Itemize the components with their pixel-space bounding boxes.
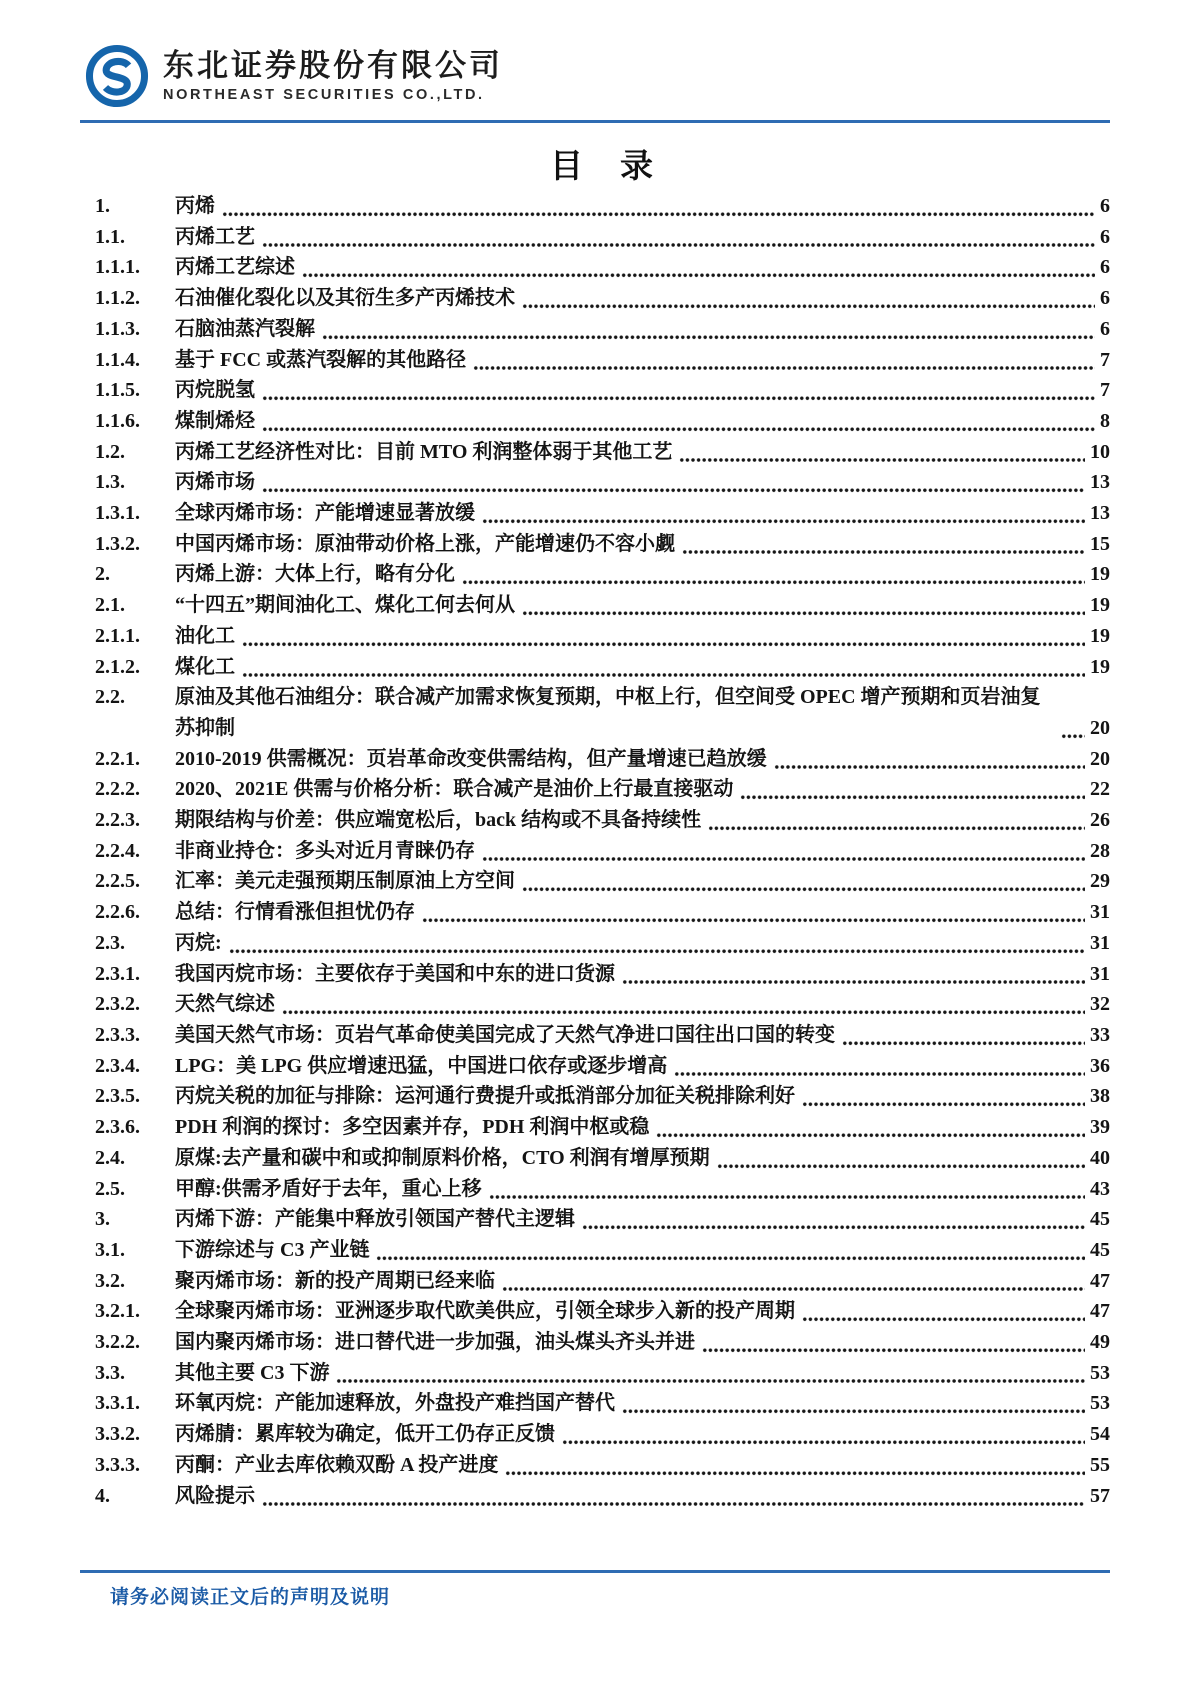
toc-entry-title: 期限结构与价差：供应端宽松后，back 结构或不具备持续性 — [175, 809, 702, 832]
toc-entry-title: 我国丙烷市场：主要依存于美国和中东的进口货源 — [175, 962, 615, 985]
toc-entry-page: 8 — [1100, 409, 1110, 432]
toc-entry-page: 54 — [1090, 1423, 1110, 1446]
toc-entry-row — [95, 1204, 1110, 1235]
toc-entry-page: 45 — [1090, 1238, 1110, 1261]
toc-entry-title: 丙烷: — [175, 931, 222, 954]
toc-entry-number: 3.2.1. — [95, 1300, 140, 1323]
toc-entry-row — [95, 1481, 1110, 1512]
toc-entry-title: 丙烯工艺综述 — [175, 256, 295, 279]
toc-entry-row — [95, 1388, 1110, 1419]
toc-entry-number: 4. — [95, 1484, 110, 1507]
toc-entry-number: 2.3.2. — [95, 993, 140, 1016]
company-logo — [85, 44, 503, 108]
toc-page-title: 目 录 — [550, 149, 655, 185]
toc-entry-page: 38 — [1090, 1085, 1110, 1108]
toc-entry-row — [95, 437, 1110, 468]
dotted-leader — [229, 928, 1085, 959]
toc-entry-number: 3.1. — [95, 1238, 125, 1261]
company-name-cn: 东北证券股份有限公司 — [163, 48, 503, 83]
toc-entry-row — [95, 897, 1110, 928]
toc-entry-page: 33 — [1090, 1023, 1110, 1046]
toc-entry-number: 2.2.5. — [95, 870, 140, 893]
dotted-leader — [656, 1112, 1085, 1143]
toc-entry-title: 丙烯下游：产能集中释放引领国产替代主逻辑 — [175, 1208, 575, 1231]
toc-entry-title: 风险提示 — [175, 1484, 255, 1507]
toc-entry-page: 6 — [1100, 317, 1110, 340]
toc-entry-number: 1.3.1. — [95, 502, 140, 525]
toc-entry-page: 6 — [1100, 256, 1110, 279]
dotted-leader — [522, 866, 1085, 897]
toc-entry-number: 2.3.5. — [95, 1085, 140, 1108]
toc-entry-number: 2.4. — [95, 1146, 125, 1169]
toc-entry-page: 19 — [1090, 594, 1110, 617]
toc-entry-row — [95, 682, 1110, 743]
toc-entry-page: 31 — [1090, 901, 1110, 924]
toc-entry-row — [95, 959, 1110, 990]
toc-entry-title: 丙烯腈：累库较为确定，低开工仍存正反馈 — [175, 1423, 555, 1446]
toc-entry-number: 1.1.6. — [95, 409, 140, 432]
toc-entry-title: 2010-2019 供需概况：页岩革命改变供需结构，但产量增速已趋放缓 — [175, 747, 767, 770]
toc-entry-page: 43 — [1090, 1177, 1110, 1200]
toc-entry-number: 1.1.2. — [95, 287, 140, 310]
toc-entry-row — [95, 1051, 1110, 1082]
toc-entry-page: 53 — [1090, 1392, 1110, 1415]
toc-entry-row — [95, 928, 1110, 959]
northeast-securities-logo-icon — [85, 44, 149, 108]
toc-entry-title: 油化工 — [175, 624, 235, 647]
dotted-leader — [262, 467, 1085, 498]
toc-entry-title: 石油催化裂化以及其衍生多产丙烯技术 — [175, 287, 515, 310]
toc-entry-number: 1.2. — [95, 440, 125, 463]
toc-entry-page: 19 — [1090, 655, 1110, 678]
dotted-leader — [262, 222, 1095, 253]
footer-disclaimer: 请务必阅读正文后的声明及说明 — [110, 1587, 391, 1608]
toc-entry-page: 53 — [1090, 1361, 1110, 1384]
toc-entry-title: 丙烯 — [175, 195, 215, 217]
toc-entry-page: 20 — [1090, 716, 1110, 739]
toc-entry-page: 22 — [1090, 778, 1110, 801]
toc-entry-title: 聚丙烯市场：新的投产周期已经来临 — [175, 1269, 495, 1292]
toc-entry-page: 39 — [1090, 1116, 1110, 1139]
dotted-leader — [242, 621, 1085, 652]
toc-entry-title: 其他主要 C3 下游 — [175, 1361, 330, 1384]
toc-entry-number: 2.2.1. — [95, 747, 140, 770]
dotted-leader — [717, 1143, 1085, 1174]
toc-entry-title: 汇率：美元走强预期压制原油上方空间 — [175, 870, 515, 893]
toc-entry-number: 2.1.1. — [95, 624, 140, 647]
dotted-leader — [482, 836, 1085, 867]
toc-entry-number: 1.3.2. — [95, 532, 140, 555]
toc-entry-number: 2.3.4. — [95, 1054, 140, 1077]
toc-entry-row — [95, 498, 1110, 529]
toc-entry-row — [95, 1143, 1110, 1174]
dotted-leader — [376, 1235, 1085, 1266]
toc-entry-page: 57 — [1090, 1484, 1110, 1507]
toc-entry-number: 2.5. — [95, 1177, 125, 1200]
toc-entry-title: 丙烷脱氢 — [175, 379, 255, 402]
toc-entry-page: 6 — [1100, 225, 1110, 248]
toc-entry-page: 29 — [1090, 870, 1110, 893]
toc-entry-page: 40 — [1090, 1146, 1110, 1169]
toc-entry-page: 6 — [1100, 195, 1110, 217]
toc-entry-row — [95, 314, 1110, 345]
dotted-leader — [322, 314, 1095, 345]
toc-entry-row — [95, 1419, 1110, 1450]
header-divider-rule — [80, 120, 1110, 123]
dotted-leader — [562, 1419, 1085, 1450]
dotted-leader — [473, 345, 1095, 376]
toc-entry-row — [95, 191, 1110, 222]
dotted-leader — [679, 437, 1085, 468]
toc-entry-page: 15 — [1090, 532, 1110, 555]
toc-entry-number: 3.3. — [95, 1361, 125, 1384]
toc-entry-row — [95, 1296, 1110, 1327]
toc-entry-title: 原油及其他石油组分：联合减产加需求恢复预期，中枢上行，但空间受 OPEC 增产预期和页岩油复苏抑制 — [175, 686, 1041, 739]
toc-entry-row — [95, 1235, 1110, 1266]
toc-list — [95, 191, 1110, 1511]
toc-entry-row — [95, 406, 1110, 437]
dotted-leader — [740, 774, 1085, 805]
dotted-leader — [522, 283, 1095, 314]
toc-entry-page: 31 — [1090, 962, 1110, 985]
toc-entry-number: 1.1. — [95, 225, 125, 248]
toc-entry-row — [95, 283, 1110, 314]
dotted-leader — [282, 989, 1085, 1020]
dotted-leader — [702, 1327, 1085, 1358]
toc-entry-page: 13 — [1090, 471, 1110, 494]
toc-entry-title: 全球丙烯市场：产能增速显著放缓 — [175, 502, 475, 525]
company-name-block — [163, 48, 503, 104]
dotted-leader — [502, 1266, 1085, 1297]
toc-entry-number: 2.2.2. — [95, 778, 140, 801]
toc-entry-page: 6 — [1100, 287, 1110, 310]
toc-entry-title: “十四五”期间油化工、煤化工何去何从 — [175, 594, 515, 617]
toc-entry-row — [95, 1358, 1110, 1389]
toc-entry-title: 丙烯市场 — [175, 471, 255, 494]
company-name-en: NORTHEAST SECURITIES CO.,LTD. — [163, 87, 485, 103]
toc-entry-page: 32 — [1090, 993, 1110, 1016]
toc-entry-page: 13 — [1090, 502, 1110, 525]
dotted-leader — [802, 1296, 1085, 1327]
dotted-leader — [505, 1450, 1085, 1481]
toc-entry-title: 环氧丙烷：产能加速释放，外盘投产难挡国产替代 — [175, 1392, 615, 1415]
toc-entry-row — [95, 1081, 1110, 1112]
toc-entry-title: 美国天然气市场：页岩气革命使美国完成了天然气净进口国往出口国的转变 — [175, 1023, 835, 1046]
toc-entry-title: 非商业持仓：多头对近月青睐仍存 — [175, 839, 475, 862]
dotted-leader — [262, 1481, 1085, 1512]
dotted-leader — [582, 1204, 1085, 1235]
dotted-leader — [222, 191, 1095, 222]
dotted-leader — [1061, 713, 1085, 744]
toc-entry-page: 28 — [1090, 839, 1110, 862]
dotted-leader — [262, 406, 1095, 437]
toc-entry-number: 1.1.4. — [95, 348, 140, 371]
toc-entry-title: 石脑油蒸汽裂解 — [175, 317, 315, 340]
footer-divider-rule — [80, 1570, 1110, 1573]
toc-entry-row — [95, 774, 1110, 805]
toc-entry-page: 7 — [1100, 348, 1110, 371]
toc-entry-number: 2.3.3. — [95, 1023, 140, 1046]
toc-entry-title: 原煤:去产量和碳中和或抑制原料价格，CTO 利润有增厚预期 — [175, 1146, 710, 1169]
dotted-leader — [302, 252, 1095, 283]
toc-entry-number: 1.1.1. — [95, 256, 140, 279]
dotted-leader — [774, 744, 1085, 775]
toc-entry-page: 55 — [1090, 1453, 1110, 1476]
toc-entry-number: 2.2.6. — [95, 901, 140, 924]
toc-entry-page: 31 — [1090, 931, 1110, 954]
toc-entry-number: 2.1.2. — [95, 655, 140, 678]
toc-entry-page: 26 — [1090, 809, 1110, 832]
toc-entry-number: 1.1.3. — [95, 317, 140, 340]
toc-entry-row — [95, 1112, 1110, 1143]
toc-entry-title: 中国丙烯市场：原油带动价格上涨，产能增速仍不容小觑 — [175, 532, 675, 555]
toc-entry-title: 甲醇:供需矛盾好于去年，重心上移 — [175, 1177, 482, 1200]
report-header — [0, 0, 1191, 130]
toc-entry-row — [95, 805, 1110, 836]
toc-entry-row — [95, 1174, 1110, 1205]
toc-entry-number: 3.2. — [95, 1269, 125, 1292]
toc-entry-row — [95, 652, 1110, 683]
toc-entry-row — [95, 345, 1110, 376]
toc-entry-title: 煤制烯烃 — [175, 409, 255, 432]
toc-entry-number: 2.1. — [95, 594, 125, 617]
toc-entry-title: PDH 利润的探讨：多空因素并存，PDH 利润中枢或稳 — [175, 1116, 650, 1139]
toc-entry-number: 2.2. — [95, 686, 125, 709]
toc-entry-number: 1.3. — [95, 471, 125, 494]
toc-entry-row — [95, 1327, 1110, 1358]
toc-entry-number: 3. — [95, 1208, 110, 1231]
toc-entry-row — [95, 590, 1110, 621]
toc-entry-row — [95, 1450, 1110, 1481]
toc-entry-title: 丙烯工艺经济性对比：目前 MTO 利润整体弱于其他工艺 — [175, 440, 673, 463]
toc-entry-row — [95, 1266, 1110, 1297]
toc-entry-page: 7 — [1100, 379, 1110, 402]
toc-entry-number: 3.3.2. — [95, 1423, 140, 1446]
dotted-leader — [336, 1358, 1085, 1389]
toc-entry-page: 19 — [1090, 624, 1110, 647]
toc-entry-page: 47 — [1090, 1269, 1110, 1292]
toc-entry-page: 20 — [1090, 747, 1110, 770]
toc-entry-title: 天然气综述 — [175, 993, 275, 1016]
toc-entry-number: 2. — [95, 563, 110, 586]
toc-entry-row — [95, 252, 1110, 283]
toc-entry-page: 49 — [1090, 1331, 1110, 1354]
toc-entry-title: 丙烯上游：大体上行，略有分化 — [175, 563, 455, 586]
toc-entry-page: 45 — [1090, 1208, 1110, 1231]
toc-entry-title: 基于 FCC 或蒸汽裂解的其他路径 — [175, 348, 467, 371]
toc-entry-title: 丙烷关税的加征与排除：运河通行费提升或抵消部分加征关税排除利好 — [175, 1085, 795, 1108]
toc-entry-title: 全球聚丙烯市场：亚洲逐步取代欧美供应，引领全球步入新的投产周期 — [175, 1300, 795, 1323]
dotted-leader — [802, 1081, 1085, 1112]
toc-entry-row — [95, 467, 1110, 498]
toc-entry-page: 10 — [1090, 440, 1110, 463]
toc-entry-number: 3.3.1. — [95, 1392, 140, 1415]
toc-entry-row — [95, 989, 1110, 1020]
toc-entry-title: 丙酮：产业去库依赖双酚 A 投产进度 — [175, 1453, 499, 1476]
dotted-leader — [842, 1020, 1085, 1051]
toc-entry-page: 19 — [1090, 563, 1110, 586]
toc-entry-number: 2.3.1. — [95, 962, 140, 985]
dotted-leader — [242, 652, 1085, 683]
toc-entry-row — [95, 1020, 1110, 1051]
dotted-leader — [708, 805, 1085, 836]
dotted-leader — [262, 375, 1095, 406]
toc-entry-title: 2020、2021E 供需与价格分析：联合减产是油价上行最直接驱动 — [175, 778, 734, 801]
toc-entry-row — [95, 866, 1110, 897]
toc-entry-title: 煤化工 — [175, 655, 235, 678]
toc-entry-number: 3.3.3. — [95, 1453, 140, 1476]
toc-entry-number: 1.1.5. — [95, 379, 140, 402]
toc-entry-row — [95, 529, 1110, 560]
dotted-leader — [422, 897, 1085, 928]
dotted-leader — [674, 1051, 1085, 1082]
toc-entry-row — [95, 375, 1110, 406]
dotted-leader — [462, 559, 1085, 590]
toc-entry-title: 总结：行情看涨但担忧仍存 — [175, 901, 415, 924]
toc-entry-page: 36 — [1090, 1054, 1110, 1077]
toc-entry-number: 2.2.4. — [95, 839, 140, 862]
toc-entry-row — [95, 621, 1110, 652]
dotted-leader — [682, 529, 1085, 560]
toc-entry-row — [95, 836, 1110, 867]
dotted-leader — [522, 590, 1085, 621]
toc-entry-row — [95, 222, 1110, 253]
toc-entry-number: 3.2.2. — [95, 1331, 140, 1354]
toc-entry-title: 国内聚丙烯市场：进口替代进一步加强，油头煤头齐头并进 — [175, 1331, 695, 1354]
toc-entry-number: 2.3.6. — [95, 1116, 140, 1139]
dotted-leader — [622, 959, 1085, 990]
toc-entry-row — [95, 744, 1110, 775]
toc-entry-row — [95, 559, 1110, 590]
toc-entry-number: 1. — [95, 195, 110, 217]
toc-entry-number: 2.3. — [95, 931, 125, 954]
toc-entry-number: 2.2.3. — [95, 809, 140, 832]
toc-entry-title: 丙烯工艺 — [175, 225, 255, 248]
dotted-leader — [482, 498, 1085, 529]
toc-entry-title: LPG：美 LPG 供应增速迅猛，中国进口依存或逐步增高 — [175, 1054, 668, 1077]
dotted-leader — [622, 1388, 1085, 1419]
dotted-leader — [489, 1174, 1085, 1205]
toc-entry-page: 47 — [1090, 1300, 1110, 1323]
toc-entry-title: 下游综述与 C3 产业链 — [175, 1238, 370, 1261]
